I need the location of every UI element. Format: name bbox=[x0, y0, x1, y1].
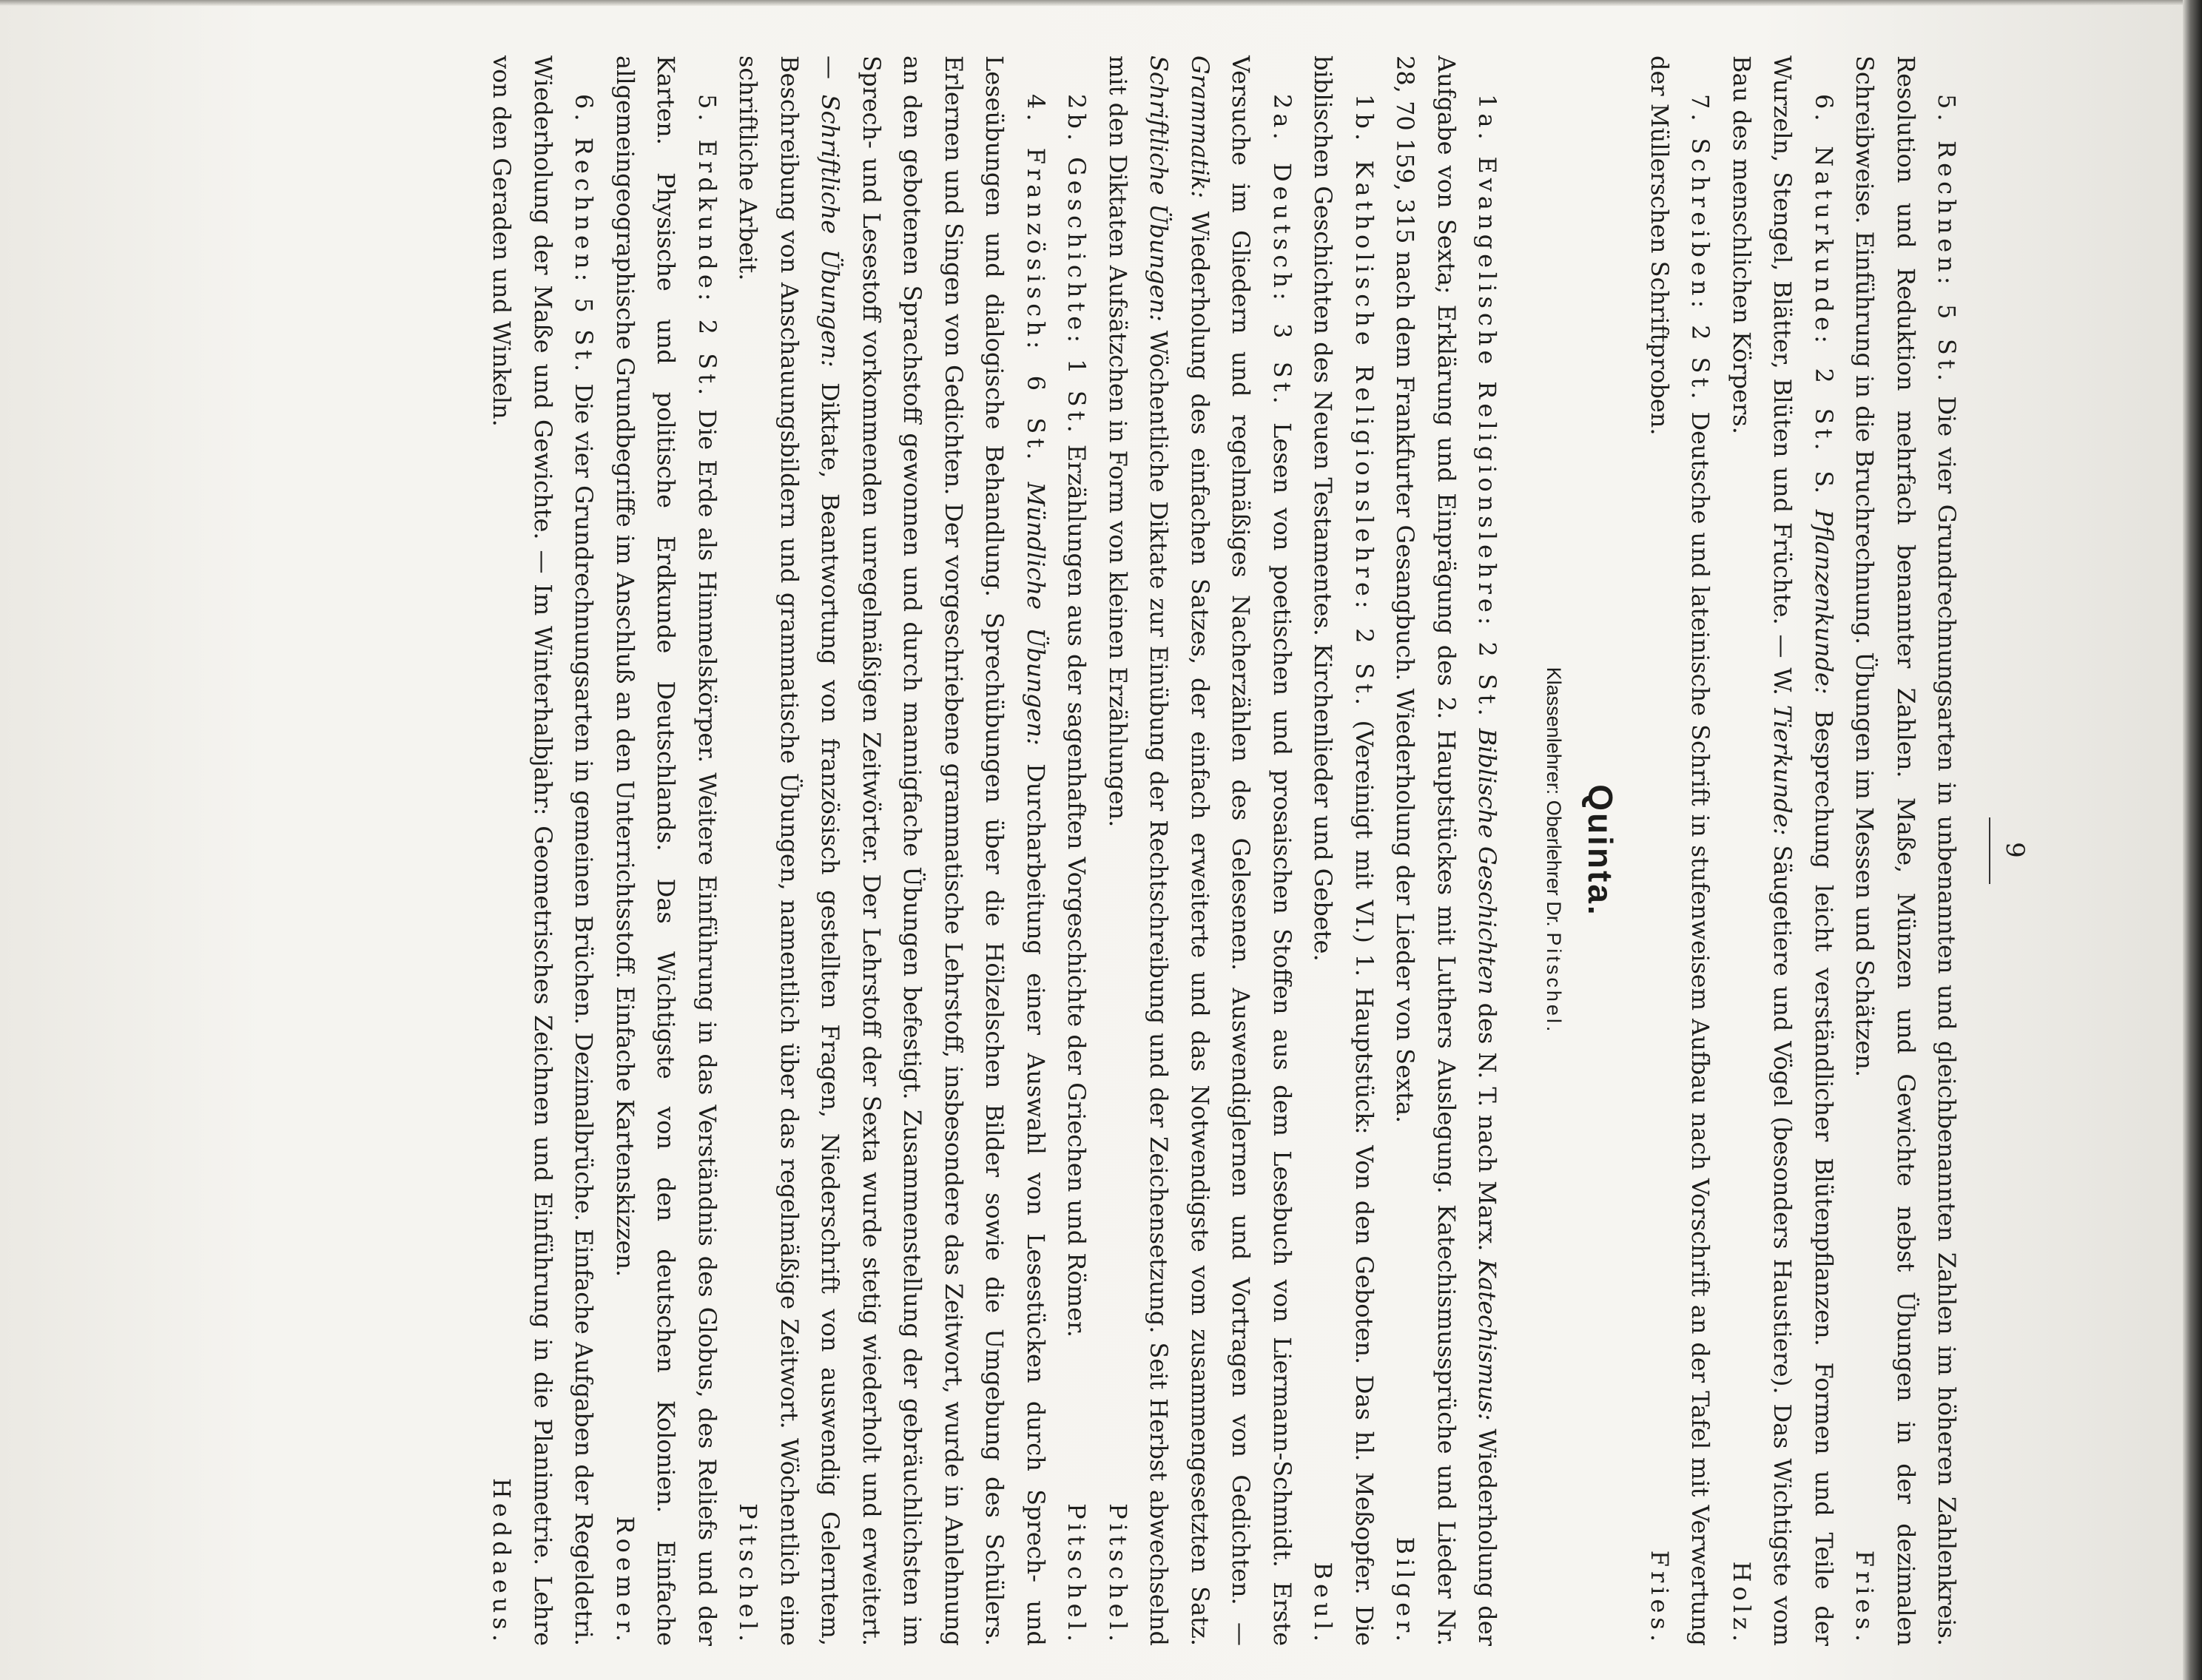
subject-heading: 2a. Deutsch: 3 St. bbox=[1268, 94, 1296, 408]
italic-term: Mündliche Übungen: bbox=[1022, 482, 1050, 746]
paragraph-text: Säugetiere und Vögel (besonders Haustiere). Das Wichtigste vom Bau des menschlichen Körpers. bbox=[1728, 55, 1797, 1647]
paragraph-text: Deutsche und lateinische Schrift in stufenweisem Aufbau nach Vorschrift an der Tafel mit Verwertung der Müllerschen Schriftproben. bbox=[1646, 55, 1715, 1647]
paragraph-erdkunde bbox=[605, 55, 728, 1646]
italic-term: Biblische Geschichten bbox=[1473, 728, 1502, 995]
scan-top-edge bbox=[0, 0, 2202, 6]
paragraph-text: Wiederholung der Aufgabe von Sexta; Erklärung und Einprägung des 2. Hauptstückes mit Luthers Auslegung. Katechismussprüche und Lieder Nr. 28, 70 159, 315 nach dem Frankfurter Gesangbuch. Wiederholung der Lieder von Sexta. bbox=[1391, 55, 1502, 1647]
subject-heading: 5. Erdkunde: 2 St. bbox=[693, 94, 721, 400]
paragraph-ev-religion bbox=[1384, 55, 1508, 1646]
page-number: 9 bbox=[2000, 842, 2030, 860]
italic-term: Tierkunde: bbox=[1768, 704, 1797, 836]
paragraph-rechnen-quinta bbox=[481, 55, 605, 1646]
page-number-rule bbox=[1990, 817, 1991, 884]
teacher-signature: Beul. bbox=[1309, 1562, 1338, 1646]
subject-heading: 1b. Katholische Religionslehre: 2 St. bbox=[1350, 94, 1378, 710]
italic-term: Schriftliche Übungen: bbox=[816, 94, 845, 368]
teacher-signature: Fries. bbox=[1851, 1550, 1879, 1646]
paragraph-deutsch bbox=[1097, 55, 1303, 1646]
paragraph-text: Die vier Grundrechnungsarten in gemeinen Brüchen. Dezimalbrüche. Einfache Aufgaben der Regeldetri. Wiederholung der Maße und Gewichte. — Im Winterhalbjahr: Geometrisches Zeichnen und Einführung in die Planimetrie. Lehre von den Geraden und Winkeln. bbox=[488, 55, 599, 1647]
paragraph-text: (Vereinigt mit VI.) 1. Hauptstück: Von den Geboten. Das hl. Meßopfer. Die biblischen Geschichten des Neuen Testamentes. Kirchenlieder und Gebete. bbox=[1309, 55, 1378, 1647]
paragraph-text: Besprechung leicht verständlicher Blütenpflanzen. Formen und Teile der Wurzeln, Stengel, Blätter, Blüten und Früchte. — W. bbox=[1768, 55, 1838, 1647]
paragraph-text: Die vier Grundrechnungsarten in unbenannten und gleichbenannten Zahlen im höheren Zahlenkreis. Resolution und Reduktion mehrfach benannter Zahlen. Maße, Münzen und Gewichte nebst Übungen in der dezimalen Schreibweise. Einführung in die Bruchrechnung. Übungen im Messen und Schätzen. bbox=[1851, 55, 1962, 1647]
paragraph-text: Wöchentliche Diktate zur Einübung der Rechtschreibung und der Zeichensetzung. Seit Herbst abwechselnd mit den Diktaten Aufsätzchen in Form von kleinen Erzählungen. bbox=[1104, 55, 1174, 1647]
paragraph-text: S. bbox=[1810, 470, 1838, 494]
paragraph-text: Wiederholung des einfachen Satzes, der einfach erweiterte und das Notwendigste vom zusammengesetzten Satz. bbox=[1186, 211, 1214, 1647]
teacher-signature: Bilger. bbox=[1391, 1536, 1420, 1646]
teacher-signature: Pitschel. bbox=[1063, 1503, 1091, 1646]
italic-term: Pflanzenkunde: bbox=[1810, 509, 1838, 695]
class-teacher-line bbox=[1533, 55, 1575, 1646]
teacher-signature: Fries. bbox=[1646, 1550, 1674, 1646]
teacher-signature: Pitschel. bbox=[1104, 1503, 1132, 1646]
subject-heading: 1a. Evangelische Religionslehre: 2 St. bbox=[1473, 94, 1502, 721]
class-teacher-name: Pitschel. bbox=[1543, 932, 1565, 1035]
subject-heading: 4. Französisch: 6 St. bbox=[1022, 94, 1050, 465]
paragraph-text: Erzählungen aus der sagenhaften Vorgeschichte der Griechen und Römer. bbox=[1063, 444, 1091, 1337]
subject-heading: 7. Schreiben: 2 St. bbox=[1686, 94, 1715, 404]
paragraph-schreiben bbox=[1639, 55, 1721, 1646]
italic-term: Grammatik: bbox=[1186, 55, 1214, 198]
paragraph-text: Durcharbeitung einer Auswahl von Lesestücken durch Sprech- und Leseübungen und dialogische Behandlung. Sprechübungen über die Hölzelschen Bilder sowie die Umgebung des Schülers. Erlernen und Singen von Gedichten. Der vorgeschriebene grammatische Lehrstoff, insbesondere das Zeitwort, wurde in Anlehnung an den gebotenen Sprachstoff gewonnen und durch mannigfache Übungen befestigt. Zusammenstellung der gebräuchlichsten im Sprech- und Lesestoff vorkommenden unregelmäßigen Zeitwörter. Der Lehrstoff der Sexta wurde stetig wiederholt und erweitert. — bbox=[816, 55, 1050, 1647]
paragraph-naturkunde bbox=[1721, 55, 1845, 1646]
teacher-signature: Heddaeus. bbox=[488, 1477, 516, 1646]
italic-term: Schriftliche Übungen: bbox=[1145, 55, 1174, 322]
class-teacher-prefix: Klassenlehrer: Oberlehrer Dr. bbox=[1543, 667, 1565, 927]
paragraph-text: Lesen von poetischen und prosaischen Stoffen aus dem Lesebuch von Liermann-Schmidt. Erste Versuche im Gliedern und regelmäßiges Nacherzählen des Gelesenen. Auswendiglernen und Vortragen von Gedichten. — bbox=[1227, 55, 1296, 1647]
subject-heading: 2b. Geschichte: 1 St. bbox=[1063, 94, 1091, 437]
paragraph-rechnen-sexta bbox=[1844, 55, 1967, 1646]
section-title: Quinta. bbox=[1581, 784, 1620, 917]
teacher-signature: Pitschel. bbox=[734, 1503, 763, 1646]
paragraph-kath-religion bbox=[1302, 55, 1384, 1646]
paragraph-franzoesisch bbox=[727, 55, 1056, 1646]
teacher-signature: Holz. bbox=[1728, 1561, 1756, 1646]
paragraph-geschichte bbox=[1056, 55, 1097, 1646]
subject-heading: 6. Naturkunde: 2 St. bbox=[1810, 94, 1838, 455]
teacher-signature: Roemer. bbox=[611, 1516, 639, 1646]
scan-right-edge-shadow bbox=[2183, 0, 2202, 1680]
paragraph-text: Diktate, Beantwortung von französisch gestellten Fragen, Niederschrift von auswendig Gelerntem, Beschreibung von Anschauungsbildern und grammatische Übungen, namentlich über das regelmäßige Zeitwort. Wöchentlich eine schriftliche Arbeit. bbox=[734, 55, 845, 1647]
subject-heading: 6. Rechnen: 5 St. bbox=[570, 94, 599, 377]
paragraph-text: des N. T. nach Marx. bbox=[1473, 1002, 1502, 1252]
italic-term: Katechismus: bbox=[1473, 1259, 1502, 1421]
paragraph-text: Die Erde als Himmelskörper. Weitere Einführung in das Verständnis des Globus, des Reliefs und der Karten. Physische und politische Erdkunde Deutschlands. Das Wichtigste von den deutschen Kolonien. Einfache allgemeingeographische Grundbegriffe im Anschluß an den Unterrichtsstoff. Einfache Kartenskizzen. bbox=[611, 55, 721, 1647]
subject-heading: 5. Rechnen: 5 St. bbox=[1933, 94, 1962, 385]
rotated-document-page bbox=[222, 55, 2035, 1646]
